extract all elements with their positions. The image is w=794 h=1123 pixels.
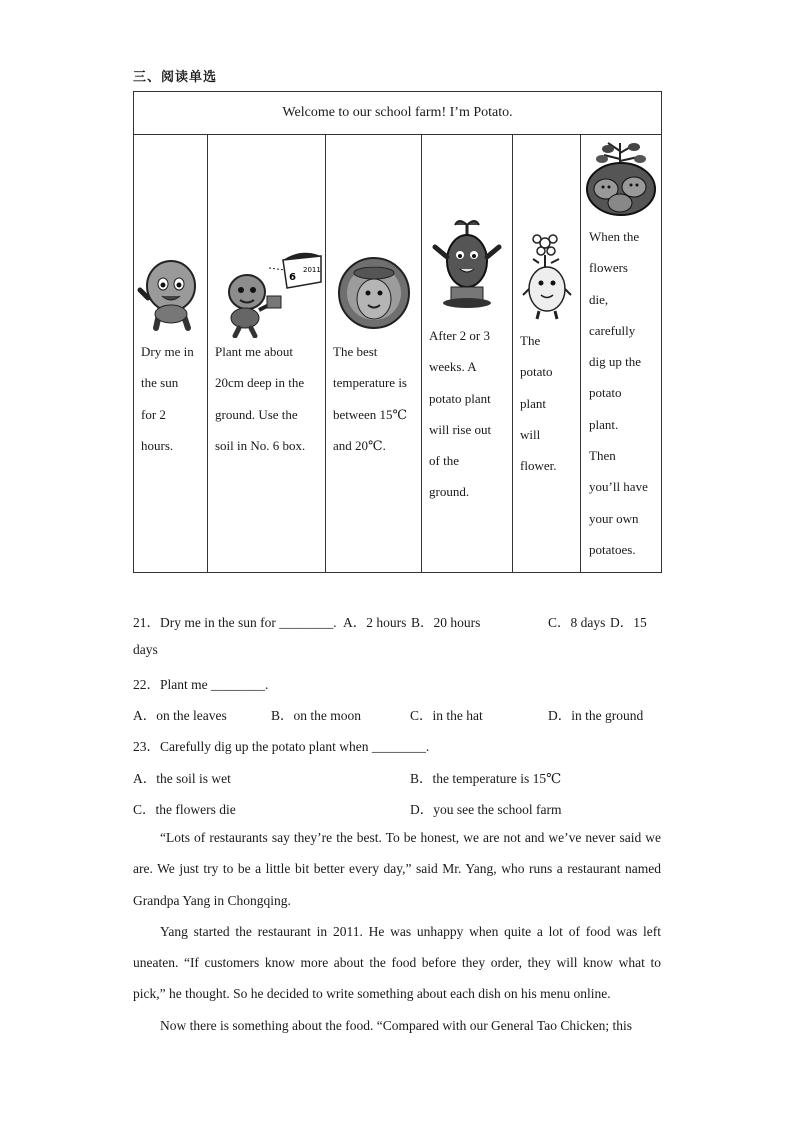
table-cell-6 [581, 135, 662, 573]
soil-box-tag: 2011 [302, 266, 321, 274]
cell-text-6: When the flowers die, carefully dig up the potato plant. Then you’ll have your own potatoes. [589, 229, 648, 557]
question-21-option-d-wrap: days [133, 642, 158, 657]
cell-text-2: Plant me about 20cm deep in the ground. Use the soil in No. 6 box. [215, 344, 306, 453]
question-22-option-c[interactable]: C．in the hat [410, 708, 483, 723]
table-cell-2 [208, 135, 326, 573]
question-22-stem: 22．Plant me ________. [133, 677, 269, 692]
cell-text-3: The best temperature is between 15℃ and 20℃. [333, 344, 408, 453]
cell-text-4: After 2 or 3 weeks. A potato plant will rise out of the ground. [429, 328, 492, 500]
question-21-option-b[interactable]: B．20 hours [411, 615, 481, 630]
question-21-option-a[interactable]: A．2 hours [343, 615, 407, 630]
cell-text-5: The potato plant will flower. [520, 333, 557, 474]
question-21-option-d[interactable]: D．15 [610, 615, 647, 630]
passage-paragraph-1: “Lots of restaurants say they’re the best. To be honest, we are not and we’ve never said we are. We just try to be a little bit better every day,” said Mr. Yang, who runs a restaurant named Grandpa Yang in Chongqing. [133, 830, 661, 908]
question-23-option-d[interactable]: D．you see the school farm [410, 802, 562, 817]
potato-waving-illustration [136, 248, 206, 338]
question-21-option-c[interactable]: C．8 days [548, 615, 606, 630]
table-cell-1 [134, 135, 208, 573]
question-23-option-c[interactable]: C．the flowers die [133, 802, 236, 817]
question-22-option-d[interactable]: D．in the ground [548, 708, 644, 723]
passage-paragraph-3: Now there is something about the food. “Compared with our General Tao Chicken; this [160, 1017, 632, 1033]
section-title: 三、阅读单选 [133, 70, 218, 85]
school-farm-table [133, 91, 662, 573]
table-cell-5 [513, 135, 581, 573]
passage-paragraph-2: Yang started the restaurant in 2011. He was unhappy when quite a lot of food was left uneaten. “If customers know more about the food before they order, they will know what to pick,” he thought. So he decided to write something about each dish on his menu online. [133, 923, 661, 1002]
table-cell-3 [326, 135, 422, 573]
potato-sprout-illustration [429, 217, 505, 309]
reading-passage [133, 822, 661, 1041]
question-23-option-a[interactable]: A．the soil is wet [133, 771, 231, 786]
potato-in-sun-illustration [332, 255, 416, 335]
potato-flower-illustration [519, 229, 575, 323]
cell-text-1: Dry me in the sun for 2 hours. [141, 344, 194, 453]
question-21-stem: 21．Dry me in the sun for ________. [133, 615, 337, 630]
soil-box-number: 6 [288, 272, 296, 283]
table-header: Welcome to our school farm! I’m Potato. [134, 92, 662, 135]
question-22-option-a[interactable]: A．on the leaves [133, 708, 227, 723]
potato-harvest-illustration [584, 139, 658, 221]
question-23-option-b[interactable]: B．the temperature is 15℃ [410, 771, 562, 786]
potato-carrying-soil-illustration [209, 248, 325, 338]
table-cell-4 [422, 135, 513, 573]
question-23-stem: 23．Carefully dig up the potato plant when ________. [133, 739, 430, 754]
question-22-option-b[interactable]: B．on the moon [271, 708, 361, 723]
